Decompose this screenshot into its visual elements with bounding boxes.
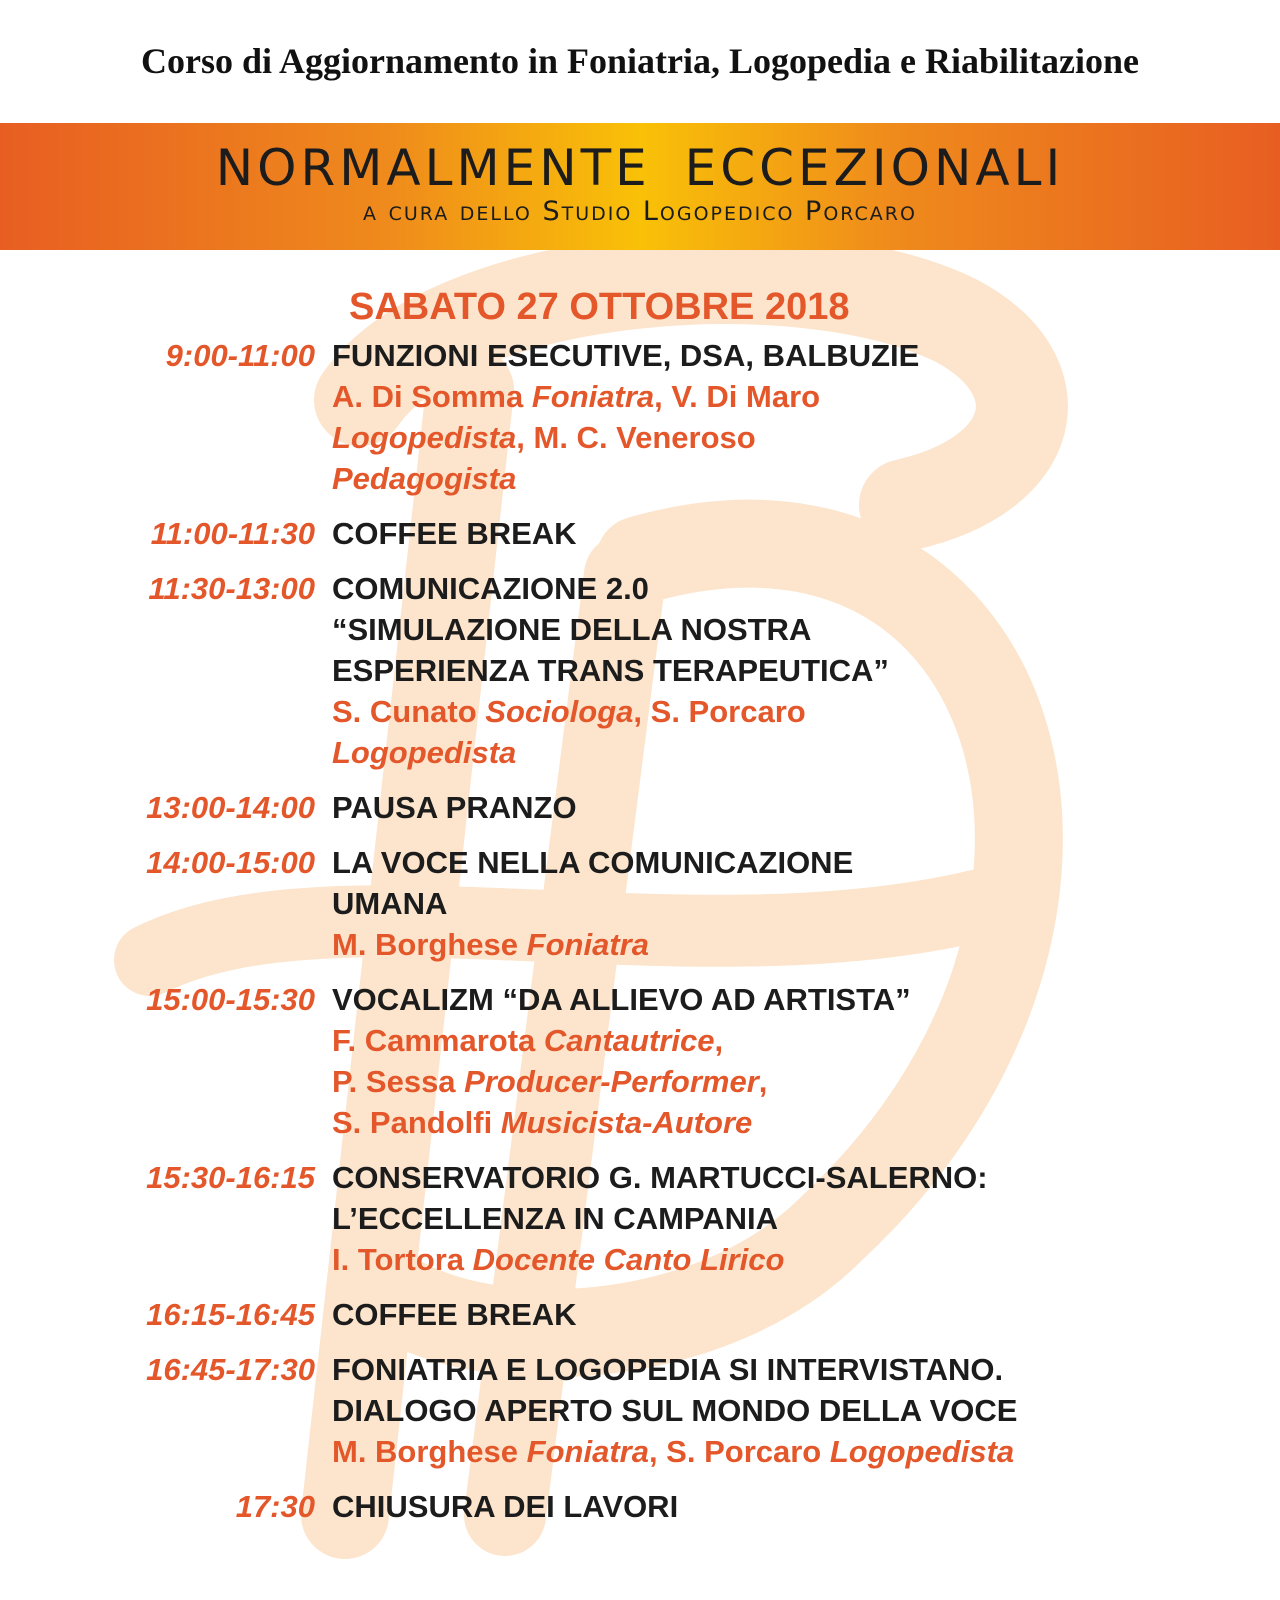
schedule-item xyxy=(0,513,1280,554)
schedule-item xyxy=(0,335,1280,499)
speaker-name: M. Borghese xyxy=(332,926,527,962)
speaker-role: Logopedista xyxy=(332,734,517,770)
speaker-name: S. Cunato xyxy=(332,693,486,729)
schedule-content xyxy=(332,335,1232,499)
course-title: Corso di Aggiornamento in Foniatria, Logopedia e Riabilitazione xyxy=(140,41,1139,81)
session-title: VOCALIZM “DA ALLIEVO AD ARTISTA” xyxy=(332,981,911,1017)
schedule-time: 15:30-16:15 xyxy=(146,1159,315,1195)
schedule-item xyxy=(0,1349,1280,1472)
schedule-content xyxy=(332,1294,1232,1335)
schedule-content xyxy=(332,1486,1232,1527)
session-title: CHIUSURA DEI LAVORI xyxy=(332,1488,679,1524)
session-title: “SIMULAZIONE DELLA NOSTRA xyxy=(332,611,812,647)
speaker-role: Docente Canto Lirico xyxy=(472,1241,785,1277)
schedule-item xyxy=(0,842,1280,965)
session-speakers xyxy=(332,458,1232,499)
speaker-role: Foniatra xyxy=(526,1433,649,1469)
schedule-content xyxy=(332,568,1232,773)
program-schedule xyxy=(0,285,1280,1541)
speaker-name: M. Borghese xyxy=(332,1433,527,1469)
speaker-role: Producer-Performer xyxy=(464,1063,759,1099)
schedule-content xyxy=(332,513,1232,554)
schedule-item xyxy=(0,568,1280,773)
schedule-content xyxy=(332,1349,1232,1472)
schedule-content xyxy=(332,787,1232,828)
schedule-time: 16:15-16:45 xyxy=(146,1296,315,1332)
schedule-content xyxy=(332,1157,1232,1280)
event-curated-by: a cura dello Studio Logopedico Porcaro xyxy=(363,196,917,227)
speaker-role: Musicista-Autore xyxy=(500,1104,753,1140)
speaker-name: , S. Porcaro xyxy=(633,693,806,729)
event-title: NORMALMENTE ECCEZIONALI xyxy=(215,139,1065,197)
schedule-time: 16:45-17:30 xyxy=(146,1351,315,1387)
speaker-name: F. Cammarota xyxy=(332,1022,544,1058)
session-title: COMUNICAZIONE 2.0 xyxy=(332,570,649,606)
session-speakers xyxy=(332,732,1232,773)
schedule-content xyxy=(332,842,1232,965)
session-speakers xyxy=(332,691,1232,732)
speaker-name: I. Tortora xyxy=(332,1241,473,1277)
speaker-name: S. Pandolfi xyxy=(332,1104,501,1140)
speaker-role: Logopedista xyxy=(332,419,517,455)
session-title: UMANA xyxy=(332,885,448,921)
schedule-time: 11:30-13:00 xyxy=(148,570,315,606)
speaker-role: Pedagogista xyxy=(332,460,517,496)
session-title: L’ECCELLENZA IN CAMPANIA xyxy=(332,1200,779,1236)
session-speakers xyxy=(332,1020,1232,1061)
session-title: COFFEE BREAK xyxy=(332,515,577,551)
speaker-name: , S. Porcaro xyxy=(648,1433,830,1469)
schedule-item xyxy=(0,1157,1280,1280)
session-speakers xyxy=(332,1431,1232,1472)
speaker-name: , V. Di Maro xyxy=(654,378,821,414)
schedule-time: 11:00-11:30 xyxy=(150,515,315,551)
session-title: PAUSA PRANZO xyxy=(332,789,577,825)
speaker-name: , xyxy=(758,1063,768,1099)
session-title: CONSERVATORIO G. MARTUCCI-SALERNO: xyxy=(332,1159,988,1195)
session-speakers xyxy=(332,376,1232,417)
speaker-name: A. Di Somma xyxy=(332,378,532,414)
speaker-name: , M. C. Veneroso xyxy=(516,419,756,455)
schedule-item xyxy=(0,1294,1280,1335)
schedule-time: 17:30 xyxy=(235,1488,315,1524)
session-title: LA VOCE NELLA COMUNICAZIONE xyxy=(332,844,854,880)
session-title: ESPERIENZA TRANS TERAPEUTICA” xyxy=(332,652,889,688)
program-date: SABATO 27 OTTOBRE 2018 xyxy=(349,286,850,328)
schedule-time: 14:00-15:00 xyxy=(146,844,315,880)
speaker-role: Logopedista xyxy=(829,1433,1015,1469)
speaker-role: Foniatra xyxy=(531,378,655,414)
speaker-name: , xyxy=(714,1022,724,1058)
event-banner xyxy=(0,123,1280,250)
session-title: COFFEE BREAK xyxy=(332,1296,577,1332)
session-speakers xyxy=(332,924,1232,965)
schedule-item xyxy=(0,979,1280,1143)
schedule-content xyxy=(332,979,1232,1143)
schedule-item xyxy=(0,787,1280,828)
session-title: DIALOGO APERTO SUL MONDO DELLA VOCE xyxy=(332,1392,1018,1428)
schedule-item xyxy=(0,1486,1280,1527)
schedule-time: 13:00-14:00 xyxy=(146,789,315,825)
session-title: FUNZIONI ESECUTIVE, DSA, BALBUZIE xyxy=(332,337,920,373)
speaker-role: Foniatra xyxy=(526,926,649,962)
session-speakers xyxy=(332,1102,1232,1143)
schedule-time: 15:00-15:30 xyxy=(146,981,315,1017)
schedule-list xyxy=(0,335,1280,1527)
speaker-role: Sociologa xyxy=(485,693,634,729)
speaker-name: P. Sessa xyxy=(332,1063,465,1099)
schedule-time: 9:00-11:00 xyxy=(165,337,315,373)
speaker-role: Cantautrice xyxy=(543,1022,715,1058)
session-title: FONIATRIA E LOGOPEDIA SI INTERVISTANO. xyxy=(332,1351,1004,1387)
session-speakers xyxy=(332,417,1232,458)
session-speakers xyxy=(332,1061,1232,1102)
session-speakers xyxy=(332,1239,1232,1280)
